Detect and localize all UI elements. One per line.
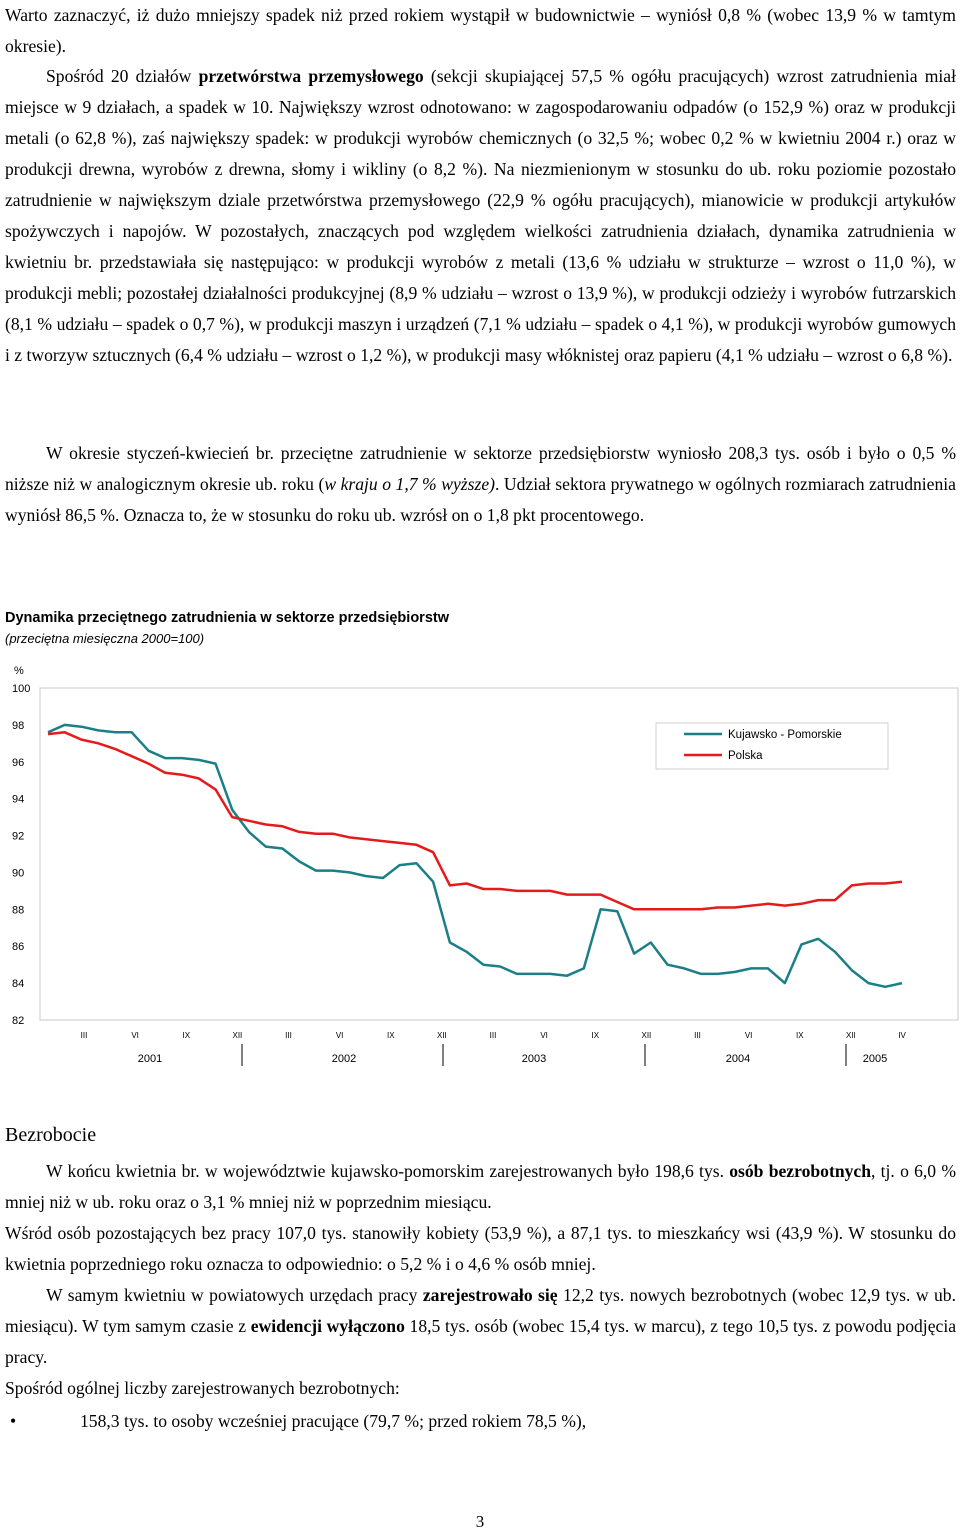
x-tick-label: VI bbox=[335, 1031, 344, 1040]
x-tick-label: XII bbox=[436, 1031, 447, 1040]
year-label: 2004 bbox=[725, 1053, 751, 1065]
y-tick-label: 84 bbox=[12, 978, 25, 991]
x-tick-label: IX bbox=[386, 1031, 395, 1040]
paragraph-text: W okresie styczeń-kwiecień br. przeciętne zatrudnienie w sektorze przedsiębiorstw wyniosło 208,3 tys. osób i było o 0,5 % niższe niż w analogicznym okresie ub. roku ( bbox=[5, 443, 956, 494]
x-tick-label: III bbox=[489, 1031, 497, 1040]
legend-label: Kujawsko - Pomorskie bbox=[728, 729, 842, 741]
x-tick-label: XII bbox=[641, 1031, 652, 1040]
paragraph-construction bbox=[5, 0, 956, 62]
x-axis bbox=[81, 1031, 907, 1066]
bold-term: osób bezrobotnych bbox=[729, 1161, 872, 1181]
paragraph-text: 12,2 tys. nowych bezrobotnych (wobec 12,9 tys. w ub. miesiącu). W tym samym czasie z bbox=[5, 1285, 956, 1336]
employment-chart bbox=[0, 660, 960, 1080]
y-axis-unit: % bbox=[14, 665, 24, 677]
bold-term: zarejestrowało się bbox=[422, 1285, 558, 1305]
y-tick-label: 86 bbox=[12, 941, 25, 954]
bold-term: ewidencji wyłączono bbox=[250, 1316, 405, 1336]
x-tick-label: III bbox=[285, 1031, 292, 1040]
chart-subtitle: (przeciętna miesięczna 2000=100) bbox=[5, 631, 205, 646]
x-tick-label: XII bbox=[845, 1031, 856, 1040]
y-tick-label: 94 bbox=[12, 793, 25, 806]
legend-label: Polska bbox=[728, 750, 763, 762]
paragraph-text: (sekcji skupiającej 57,5 % ogółu pracujących) wzrost zatrudnienia miał miejsce w 9 działach, a spadek w 10. Największy wzrost odnotowano: w zagospodarowaniu odpadów (o 152,9 %) oraz w produkcji metali (o 62,8 %), zaś największy spadek: w produkcji wyrobów chemicznych (o 32,5 %; wobec 0,2 % w kwietniu 2004 r.) oraz w produkcji drewna, wyrobów z drewna, słomy i wikliny (o 8,2 %). Na niezmienionym w stosunku do ub. roku poziomie pozostało zatrudnienie w największym dziale przetwórstwa przemysłowego (22,9 % ogółu pracujących), mianowicie w produkcji artykułów spożywczych i napojów. W pozostałych, znaczących pod względem wielkości zatrudnienia działach, dynamika zatrudnienia w kwietniu br. przedstawiała się następująco: w produkcji wyrobów z metali (13,6 % udziału w strukturze – wzrost o 11,0 %), w produkcji mebli; pozostałej działalności produkcyjnej (8,9 % udziału – wzrost o 13,9 %), w produkcji odzieży i wyrobów futrzarskich (8,1 % udziału – spadek o 0,7 %), w produkcji maszyn i urządzeń (7,1 % udziału – spadek o 4,1 %), w produkcji wyrobów gumowych i z tworzyw sztucznych (6,4 % udziału – wzrost o 1,2 %), w produkcji masy włóknistej oraz papieru (4,1 % udziału – wzrost o 6,8 %). bbox=[5, 66, 957, 365]
y-tick-label: 88 bbox=[12, 904, 25, 917]
bullet-icon: • bbox=[10, 1411, 17, 1431]
paragraph-text: Spośród ogólnej liczby zarejestrowanych bezrobotnych: bbox=[5, 1378, 400, 1398]
paragraph-unemployment-list-intro bbox=[5, 1373, 956, 1404]
paragraph-unemployment-flows bbox=[5, 1280, 956, 1373]
bold-term: przetwórstwa przemysłowego bbox=[198, 66, 424, 86]
x-tick-label: IV bbox=[898, 1031, 906, 1040]
x-tick-label: VI bbox=[744, 1031, 753, 1040]
y-axis bbox=[12, 665, 30, 1027]
x-tick-label: III bbox=[694, 1031, 701, 1040]
y-tick-label: 98 bbox=[12, 719, 25, 732]
italic-note: w kraju o 1,7 % wyższe) bbox=[324, 474, 495, 494]
paragraph-text: W samym kwietniu w powiatowych urzędach pracy bbox=[46, 1285, 423, 1305]
year-label: 2001 bbox=[137, 1053, 163, 1065]
x-tick-label: VI bbox=[131, 1031, 139, 1040]
chart-title: Dynamika przeciętnego zatrudnienia w sektorze przedsiębiorstw bbox=[5, 610, 449, 626]
paragraph-text: Warto zaznaczyć, iż dużo mniejszy spadek niż przed rokiem wystąpił w budownictwie – wyniósł 0,8 % (wobec 13,9 % w tamtym okresie). bbox=[5, 5, 956, 56]
paragraph-text: W końcu kwietnia br. w województwie kujawsko-pomorskim zarejestrowanych było 198,6 tys. bbox=[46, 1161, 730, 1181]
paragraph-text: Spośród 20 działów bbox=[46, 66, 199, 86]
paragraph-text: Wśród osób pozostających bez pracy 107,0 tys. stanowiły kobiety (53,9 %), a 87,1 tys. to mieszkańcy wsi (43,9 %). W stosunku do kwietnia poprzedniego roku oznacza to odpowiednio: o 5,2 % i o 4,6 % osób mniej. bbox=[5, 1223, 956, 1274]
y-tick-label: 92 bbox=[12, 830, 25, 843]
year-label: 2003 bbox=[521, 1053, 547, 1065]
x-tick-label: IX bbox=[591, 1031, 600, 1040]
paragraph-text: . Udział sektora prywatnego w ogólnych rozmiarach zatrudnienia wyniósł 86,5 %. Oznacza to, że w stosunku do roku ub. wzrósł on o 1,8 pkt procentowego. bbox=[5, 474, 956, 525]
x-tick-label: XII bbox=[232, 1031, 243, 1040]
paragraph-text: , tj. o 6,0 % mniej niż w ub. roku oraz o 3,1 % mniej niż w poprzednim miesiącu. bbox=[5, 1161, 956, 1212]
paragraph-unemployment-structure bbox=[5, 1218, 956, 1280]
paragraph-unemployment-total bbox=[5, 1156, 956, 1218]
x-tick-label: IX bbox=[795, 1031, 804, 1040]
page-number: 3 bbox=[475, 1512, 485, 1531]
y-tick-label: 82 bbox=[12, 1015, 25, 1027]
paragraph-industry bbox=[5, 61, 956, 371]
list-item-text: 158,3 tys. to osoby wcześniej pracujące (79,7 %; przed rokiem 78,5 %), bbox=[80, 1411, 587, 1431]
y-tick-label: 100 bbox=[12, 683, 31, 695]
paragraph-employment bbox=[5, 438, 956, 531]
paragraph-text: 18,5 tys. osób (wobec 15,4 tys. w marcu), z tego 10,5 tys. z powodu podjęcia pracy. bbox=[5, 1316, 957, 1367]
section-heading: Bezrobocie bbox=[5, 1124, 97, 1146]
year-label: 2005 bbox=[862, 1053, 888, 1065]
y-tick-label: 90 bbox=[12, 867, 25, 880]
x-tick-label: VI bbox=[540, 1031, 548, 1040]
year-label: 2002 bbox=[331, 1053, 357, 1065]
x-tick-label: IX bbox=[182, 1031, 191, 1040]
chart-legend bbox=[656, 723, 888, 769]
x-tick-label: III bbox=[80, 1031, 88, 1040]
y-tick-label: 96 bbox=[12, 756, 25, 769]
